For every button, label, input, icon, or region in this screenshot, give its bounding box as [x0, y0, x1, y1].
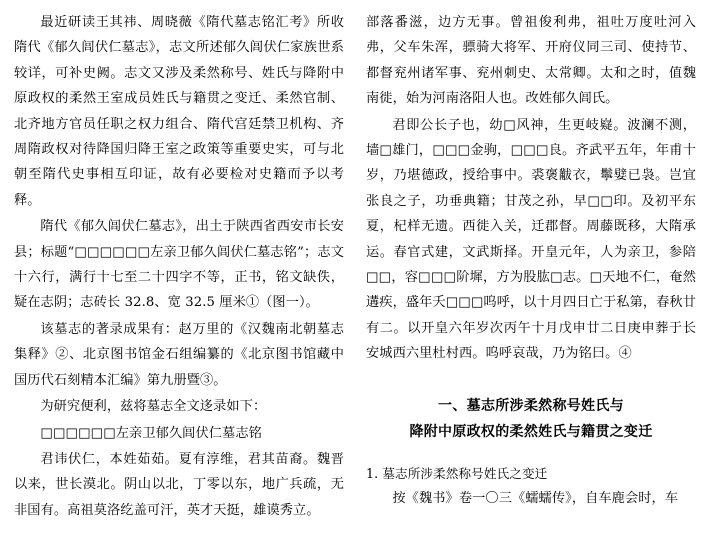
paragraph: 该墓志的著录成果有：赵万里的《汉魏南北朝墓志集释》②、北京图书馆金石组编纂的《北京图书馆藏中国历代石刻精本汇编》第九册暨③。	[14, 321, 344, 388]
subsection-heading: 1. 墓志所涉柔然称号姓氏之变迁	[366, 465, 548, 481]
paragraph: 隋代《郁久闾伏仁墓志》，出土于陕西省西安市长安县；标题“□□□□□□左亲卫郁久闾伏仁墓志铭”；志文十六行，满行十七至二十四字不等，正书，铭文缺佚，疑在志阴；志砖长 32.8、宽 32.5 厘米①（图一）。	[14, 219, 344, 311]
paragraph-inscription-title: □□□□□□左亲卫郁久闾伏仁墓志铭	[40, 425, 262, 441]
paragraph: 部落番滋，边方无事。曾祖俊利弗，祖吐万度吐河入弗，父车朱浑，骠骑大将军、开府仪同三司、使持节、都督兖州诸军事、兖州刺史、太常卿。太和之时，值魏南徙，始为河南洛阳人也。改姓郁久闾氏。	[366, 15, 696, 107]
left-column	[14, 10, 344, 531]
paragraph: 按《魏书》卷一〇三《蠕蠕传》，自车鹿会时，车	[392, 491, 679, 507]
section-heading	[366, 393, 696, 445]
paragraph: 君即公长子也，幼□风神，生更岐嶷。波澜不测，墙□雄门，□□□金驹，□□□良。齐武平五年，年甫十岁，乃堪德政，授给事中。裘褒黻衣，鬡嬖已袅。岂宜张良之子，功垂典籍；甘茂之孙，早□□印。及初平东夏，杞样无遗。西徙入关，迁郡督。周藤既移，大隋承运。春官式建，文武斯择。开皇元年，人为亲卫，参陪□□，容□□□阶墀，方为股肱□志。□天地不仁，奄然遘疾，盛年夭□□□呜呼，以十月四日亡于私第，春秋廿有二。以开皇六年岁次丙午十月戊申廿二日庚申葬于长安城西六里杜村西。呜呼哀哉，乃为铭曰。④	[366, 117, 697, 362]
paragraph: 君讳伏仁，本姓茹茹。夏有淳维，君其苗裔。魏晋以来，世长漠北。阴山以北，丁零以东，地广兵疏，无非国有。高祖莫洛纥盖可汗，英才天挺，雄谟秀立。	[14, 451, 344, 518]
section-heading-line-1: 一、墓志所涉柔然称号姓氏与	[438, 397, 624, 414]
right-column	[366, 10, 696, 531]
paragraph: 为研究便利，兹将墓志全文迻录如下：	[40, 399, 267, 415]
section-heading-line-2: 降附中原政权的柔然姓氏与籍贯之变迁	[409, 423, 653, 440]
paragraph: 最近研读王其祎、周晓薇《隋代墓志铭汇考》所收隋代《郁久闾伏仁墓志》，志文所述郁久闾伏仁家族世系较详，可补史阙。志文又涉及柔然称号、姓氏与降附中原政权的柔然王室成员姓氏与籍贯之变迁、柔然官制、北齐地方官员任职之权力组合、隋代宫廷禁卫机构、齐周隋政权对待降国归降王室之政策等重要史实，可与北朝至隋代史事相互印证，故有必要检对史籍而予以考释。	[14, 15, 344, 208]
